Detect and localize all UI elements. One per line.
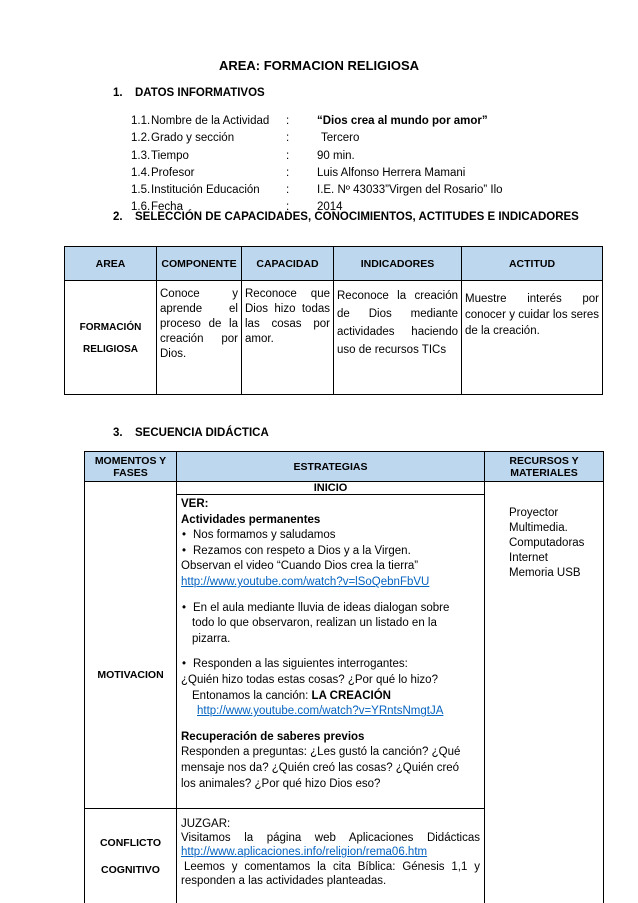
- moment-label: CONFLICTO: [99, 837, 162, 849]
- song-link[interactable]: http://www.youtube.com/watch?v=YRntsNmgtJA: [197, 705, 444, 718]
- section-heading-seleccion: [113, 211, 579, 223]
- header-capacidad: CAPACIDAD: [242, 247, 334, 281]
- section-title: SECUENCIA DIDÁCTICA: [135, 427, 269, 439]
- capacities-table: [64, 246, 603, 395]
- activities-heading: Actividades permanentes: [181, 513, 321, 526]
- list-item: • Rezamos con respeto a Dios y a la Virgen.: [181, 544, 480, 560]
- resource-item: Computadoras: [509, 537, 585, 549]
- area-line: RELIGIOSA: [82, 344, 138, 355]
- info-colon: :: [286, 201, 290, 214]
- header-momentos: MOMENTOS Y FASES: [85, 452, 177, 482]
- header-componente: COMPONENTE: [157, 247, 242, 281]
- info-label: Fecha: [151, 201, 183, 214]
- info-label: Profesor: [151, 166, 195, 179]
- info-value: I.E. Nº 43033”Virgen del Rosario” Ilo: [317, 184, 503, 197]
- video-link[interactable]: http://www.youtube.com/watch?v=lSoQebnFbVU: [181, 575, 430, 588]
- list-item: • Nos formamos y saludamos: [181, 528, 480, 544]
- strategy-text: Leemos y comentamos la cita Bíblica: Génesis 1,1 y responden a las actividades planteadas.: [181, 860, 480, 887]
- recuperacion-text: los animales? ¿Por qué hizo Dios eso?: [181, 777, 381, 790]
- video-text: Observan el video “Cuando Dios crea la tierra”: [181, 560, 419, 573]
- area-line: FORMACIÓN: [79, 322, 142, 333]
- juzgar-heading: JUZGAR:: [181, 818, 231, 830]
- header-recursos: RECURSOS Y MATERIALES: [485, 452, 604, 482]
- moment-label: COGNITIVO: [101, 864, 160, 876]
- header-area: AREA: [65, 247, 157, 281]
- resources-cell: [485, 482, 604, 903]
- componente-cell: Conoce y aprende el proceso de la creación por Dios.: [157, 281, 242, 395]
- song-prefix: Entonamos la canción:: [192, 689, 312, 702]
- capacidad-cell: Reconoce que Dios hizo todas las cosas por amor.: [242, 281, 334, 395]
- moment-cell: MOTIVACION: [85, 482, 177, 809]
- info-value: 90 min.: [317, 149, 355, 162]
- info-label: Institución Educación: [151, 184, 260, 197]
- area-cell: [65, 281, 157, 395]
- section-heading-secuencia: [113, 427, 269, 439]
- song-name: LA CREACIÓN: [311, 689, 391, 702]
- header-estrategias: ESTRATEGIAS: [177, 452, 485, 482]
- info-number: 1.2.: [131, 132, 151, 145]
- info-number: 1.6.: [131, 201, 151, 214]
- info-value: 2014: [317, 201, 343, 214]
- list-item: • En el aula mediante lluvia de ideas dialogan sobre: [181, 601, 480, 617]
- info-number: 1.1.: [131, 115, 151, 127]
- resource-item: Proyector: [509, 507, 559, 519]
- table-row-motivacion: [85, 482, 604, 809]
- info-colon: :: [286, 132, 290, 145]
- section-number: 2.: [113, 211, 123, 223]
- indicadores-cell: Reconoce la creación de Dios mediante actividades haciendo uso de recursos TICs: [334, 281, 462, 395]
- table-row: [65, 281, 603, 395]
- recuperacion-text: Responden a preguntas: ¿Les gustó la canción? ¿Qué: [181, 746, 461, 759]
- info-number: 1.3.: [131, 149, 151, 162]
- resource-item: Internet: [509, 552, 548, 564]
- section-heading-datos: [113, 87, 265, 99]
- info-label: Nombre de la Actividad: [151, 115, 270, 127]
- section-title: DATOS INFORMATIVOS: [135, 87, 265, 99]
- section-title: SELECCIÓN DE CAPACIDADES, CONOCIMIENTOS, ACTITUDES E INDICADORES: [135, 211, 579, 223]
- inicio-label: INICIO: [177, 482, 484, 495]
- info-label: Tiempo: [151, 149, 189, 162]
- strategy-text: Visitamos la página web Aplicaciones Didácticas: [181, 832, 480, 845]
- sequence-table: [84, 451, 604, 903]
- strategy-cell: [177, 482, 485, 809]
- actitud-cell: Muestre interés por conocer y cuidar los seres de la creación.: [462, 281, 603, 395]
- info-label: Grado y sección: [151, 132, 235, 145]
- info-colon: :: [286, 115, 290, 127]
- question-text: ¿Quién hizo todas estas cosas? ¿Por qué lo hizo?: [181, 673, 438, 686]
- list-item-continuation: pizarra.: [192, 632, 231, 645]
- page-title: AREA: FORMACION RELIGIOSA: [218, 58, 420, 73]
- table-header-row: [85, 452, 604, 482]
- info-colon: :: [286, 166, 290, 179]
- table-header-row: [65, 247, 603, 281]
- resource-item: Multimedia.: [509, 522, 568, 534]
- info-number: 1.5.: [131, 184, 151, 197]
- info-number: 1.4.: [131, 166, 151, 179]
- moment-cell: [85, 809, 177, 903]
- strategy-cell: [177, 809, 485, 903]
- recuperacion-text: mensaje nos da? ¿Quién creó las cosas? ¿Quién creó: [181, 761, 460, 774]
- section-number: 1.: [113, 87, 123, 99]
- info-colon: :: [286, 149, 290, 162]
- web-link[interactable]: http://www.aplicaciones.info/religion/rema06.htm: [181, 846, 428, 859]
- section-number: 3.: [113, 427, 123, 439]
- list-item: • Responden a las siguientes interrogantes:: [181, 657, 480, 673]
- info-value: Tercero: [321, 132, 360, 145]
- recuperacion-heading: Recuperación de saberes previos: [181, 730, 365, 743]
- resource-item: Memoria USB: [509, 567, 581, 579]
- header-indicadores: INDICADORES: [334, 247, 462, 281]
- header-actitud: ACTITUD: [462, 247, 603, 281]
- info-value: Luis Alfonso Herrera Mamani: [317, 166, 466, 179]
- strategy-content: [177, 495, 484, 792]
- info-value: “Dios crea al mundo por amor”: [317, 115, 488, 127]
- ver-heading: VER:: [181, 498, 209, 510]
- info-colon: :: [286, 184, 290, 197]
- list-item-continuation: todo lo que observaron, realizan un listado en la: [192, 617, 437, 630]
